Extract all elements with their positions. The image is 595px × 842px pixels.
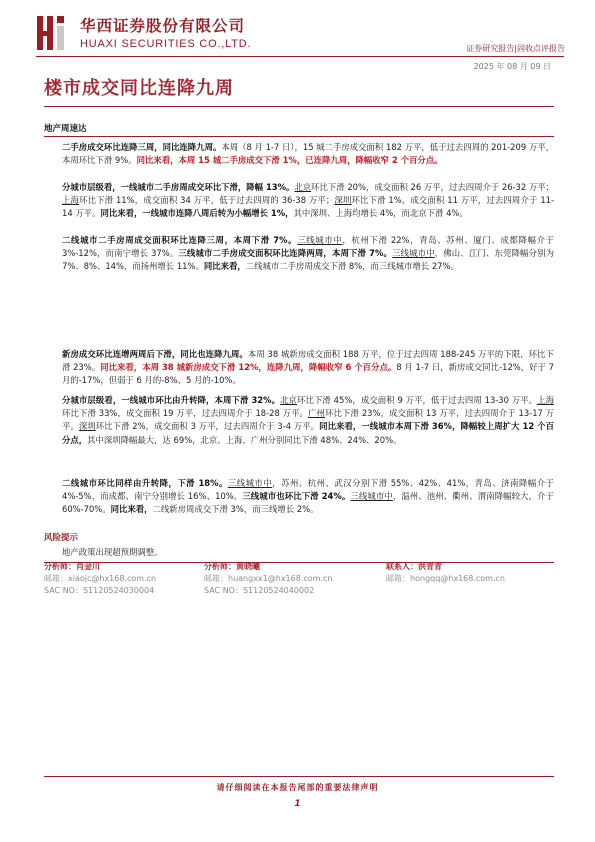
paragraph-emphasis: 同比来看，一线城市连降八周后转为小幅增长 1%， <box>100 208 294 219</box>
highlight-text: 同比来看，本周 38 城新房成交下滑 12%，连降九周，降幅收窄 6 个百分点。 <box>100 362 397 373</box>
paragraph-text: 本周 38 城新房成交面积 188 万平，位于过去四周 188-245 万平的下限，环比下滑 23%。 <box>62 349 555 373</box>
paragraph-lead: 分城市层级看，一线城市二手房周成交环比下滑，降幅 13%。 <box>62 182 295 192</box>
analyst-email[interactable]: 邮箱：xiaojc@hx168.com.cn <box>44 574 157 583</box>
analyst-sac: SAC NO：S1120524030004 <box>44 586 155 595</box>
title-divider <box>44 106 554 107</box>
paragraph-text: 环比下滑 1%，成交面积 11 万平，过去四周介于 11-14 万平。 <box>62 195 555 219</box>
paragraph-lead: 二线城市二手房周成交面积环比连降三周，本周下滑 7%。 <box>62 235 298 245</box>
contact-name: 联系人：洪青青 <box>386 562 442 571</box>
analyst-name: 分析师：黄晓曦 <box>204 562 260 571</box>
paragraph-newhome-overview <box>62 348 554 388</box>
city-link-tier[interactable]: 三线城市中 <box>297 235 343 245</box>
paragraph-text: 二线新房周成交下滑 3%，而三线增长 2%。 <box>152 504 319 515</box>
paragraph-secondhand-tier2-3 <box>62 234 554 274</box>
analyst-card <box>44 561 204 597</box>
paragraph-lead: 二手房成交环比连降三周，同比连降九周。 <box>62 142 222 152</box>
paragraph-text: 环比下滑 20%，成交面积 26 万平，过去四周介于 26-32 万平； <box>311 182 554 192</box>
risk-text: 地产政策出现超预期调整。 <box>62 547 163 557</box>
company-name-en: HUAXI SECURITIES CO.,LTD. <box>80 38 252 50</box>
paragraph-secondhand-tier1 <box>62 181 554 221</box>
paragraph-emphasis: 同比来看， <box>203 261 246 272</box>
page-number: 1 <box>294 799 301 809</box>
paragraph-text: 8 月 1-7 日，新房成交同比-12%，好于 7 月的-17%，但弱于 6 月的-8%、5 月的-10%。 <box>62 362 555 386</box>
analyst-email[interactable]: 邮箱：huangxx1@hx168.com.cn <box>204 574 333 583</box>
paragraph-text: ，苏州、杭州、武汉分别下滑 55%、42%、41%，青岛、济南降幅介于 4%-5%，而成都、南宁分别增长 16%、10%。 <box>62 478 555 502</box>
analyst-card <box>204 561 364 597</box>
paragraph-emphasis: 同比来看， <box>110 504 153 515</box>
city-link-shanghai[interactable]: 上海 <box>62 195 80 206</box>
city-link-shenzhen[interactable]: 深圳 <box>78 421 96 432</box>
paragraph-newhome-tier2-3 <box>62 477 554 517</box>
city-link-shanghai[interactable]: 上海 <box>537 395 555 405</box>
analyst-name: 分析师：肖金川 <box>44 562 100 571</box>
paragraph-lead: 分城市层级看，一线城市环比由升转降，本周下滑 32%。 <box>62 395 281 405</box>
paragraph-text: ，杭州下滑 22%，青岛、苏州、厦门、成都降幅介于 3%-12%，而南宁增长 37%。 <box>62 235 554 259</box>
city-link-tier[interactable]: 三线城市中 <box>350 491 393 502</box>
paragraph-secondhand-overview <box>62 141 554 167</box>
paragraph-text: ，佛山、江门、东莞降幅分别为 7%、8%、14%，而扬州增长 11%。 <box>62 248 554 272</box>
footer-divider <box>44 776 554 777</box>
company-name-cn: 华西证券股份有限公司 <box>80 17 246 35</box>
paragraph-text: 环比下滑 23%，成交面积 13 万平，过去四周介于 13-17 万平。 <box>62 408 555 432</box>
city-link-beijing[interactable]: 北京 <box>280 395 298 405</box>
paragraph-text: 环比下滑 11%，成交面积 34 万平，低于过去四周的 36-38 万平； <box>79 195 335 206</box>
paragraph-text: 其中深圳降幅最大，达 69%，北京、上海、广州分别同比下滑 48%、24%、20%。 <box>87 434 402 445</box>
header-divider <box>36 56 564 57</box>
paragraph-text: 环比下滑 33%，成交面积 19 万平，过去四周介于 18-28 万平。 <box>62 408 309 419</box>
report-type: 证券研究报告|固收点评报告 <box>466 44 565 53</box>
city-link-tier[interactable]: 三线城市中 <box>227 478 273 488</box>
paragraph-emphasis: 同比来看，一线城市本周下滑 36%，降幅较上周扩大 12 个百分点， <box>62 421 554 445</box>
paragraph-text: 其中深圳、上海均增长 4%，而北京下滑 4%。 <box>293 208 468 219</box>
paragraph-emphasis: 三线城市二手房成交面积环比连降两周，本周下滑 7%。 <box>178 248 393 259</box>
paragraph-lead: 新房成交环比连增两周后下滑，同比也连降九周。 <box>62 349 248 359</box>
paragraph-newhome-tier1 <box>62 394 554 447</box>
paragraph-text: 环比下滑 45%，成交面积 9 万平，低于过去四周 13-30 万平。 <box>297 395 538 405</box>
city-link-shenzhen[interactable]: 深圳 <box>334 195 352 206</box>
report-date: 2025 年 08 月 09 日 <box>473 62 551 71</box>
paragraph-text: 二线城市二手房周成交下滑 8%，而三线城市增长 27%。 <box>245 261 459 272</box>
report-title: 楼市成交同比连降九周 <box>44 78 234 99</box>
city-link-beijing[interactable]: 北京 <box>294 182 312 192</box>
paragraph-text: 环比下滑 2%，成交面积 3 万平，过去四周介于 3-4 万平。 <box>95 421 320 432</box>
paragraph-text: ，温州、池州、衢州、渭南降幅较大，介于 60%-70%。 <box>62 491 554 515</box>
city-link-tier[interactable]: 三线城市中 <box>392 248 435 259</box>
contact-email[interactable]: 邮箱：hongqq@hx168.com.cn <box>386 574 505 583</box>
paragraph-text: 本周（8 月 1-7 日），15 城二手房成交面积 182 万平，低于过去四周的 201-209 万平，本周环比下滑 9%。 <box>62 142 554 166</box>
section-heading: 地产周速达 <box>44 124 87 134</box>
contact-card <box>386 561 546 585</box>
section-divider <box>44 136 554 137</box>
paragraph-emphasis: 三线城市也环比下滑 24%。 <box>242 491 351 502</box>
risk-heading: 风险提示 <box>44 533 79 543</box>
paragraph-lead: 二线城市环比同样由升转降，下滑 18%。 <box>62 478 228 488</box>
analyst-sac: SAC NO：S1120524040002 <box>204 586 315 595</box>
city-link-guangzhou[interactable]: 广州 <box>308 408 326 419</box>
highlight-text: 同比来看，本周 15 城二手房成交下滑 1%，已连降九周，降幅收窄 2 个百分点。 <box>136 155 443 166</box>
huaxi-logo-icon <box>36 14 66 52</box>
legal-notice: 请仔细阅读在本报告尾部的重要法律声明 <box>216 783 379 792</box>
